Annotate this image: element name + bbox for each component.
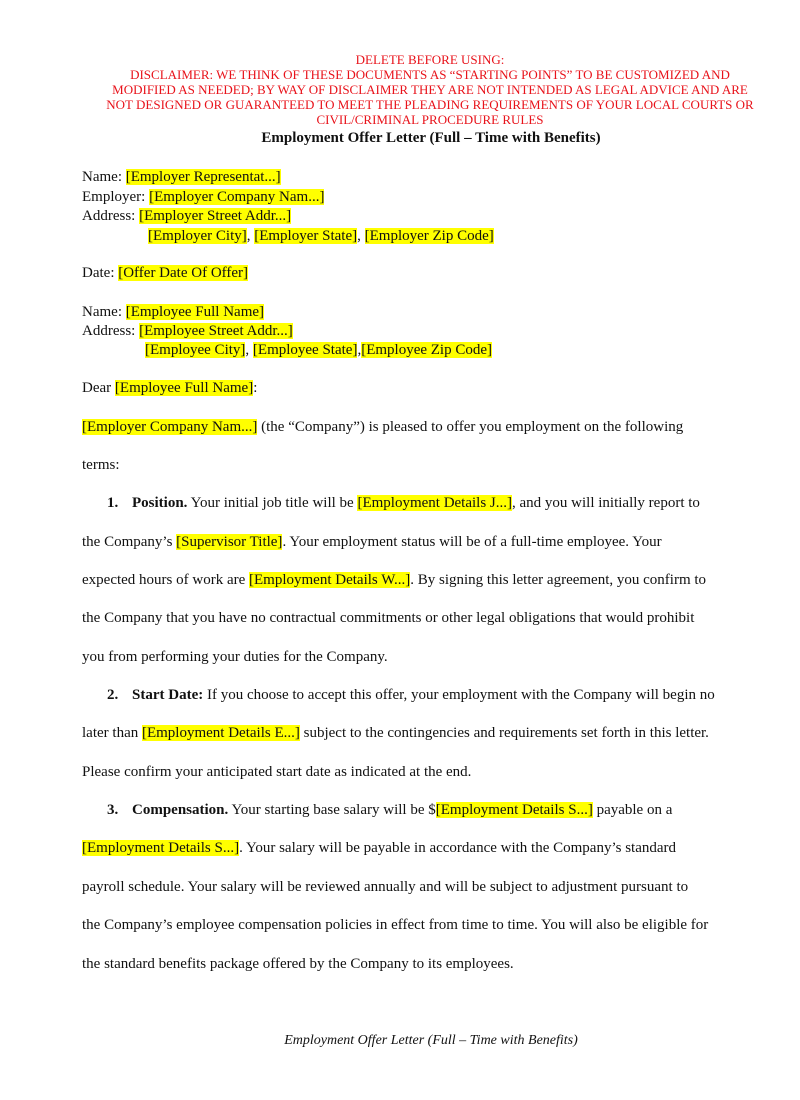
disclaimer-line: CIVIL/CRIMINAL PROCEDURE RULES: [316, 112, 544, 127]
work-hours-field[interactable]: [Employment Details W...]: [249, 572, 411, 588]
separator: ,: [246, 228, 255, 244]
body-text: . Your employment status will be of a full-time employee. Your: [282, 534, 662, 550]
body-text: . Your salary will be payable in accordance with the Company’s standard: [239, 840, 677, 856]
position-line: [107, 494, 700, 513]
disclaimer-block: [60, 52, 800, 127]
employer-zip-field[interactable]: [Employer Zip Code]: [364, 228, 494, 244]
start-date-line: [107, 686, 715, 705]
section-number: 3.: [107, 802, 119, 818]
body-text: payable on a: [592, 802, 673, 818]
intro-text: (the “Company”) is pleased to offer you employment on the following: [257, 419, 684, 435]
label: Name:: [82, 304, 126, 320]
compensation-line: the Company’s employee compensation policies in effect from time to time. You will also be eligible for: [82, 917, 709, 933]
label: Employer:: [82, 189, 150, 205]
body-text: , and you will initially report to: [512, 495, 700, 511]
employee-city-line: [145, 341, 492, 360]
intro-line: [82, 418, 683, 437]
compensation-line: [82, 839, 676, 858]
label: Date:: [82, 265, 119, 281]
label: Name:: [82, 169, 126, 185]
offer-date-field[interactable]: [Offer Date Of Offer]: [118, 265, 249, 281]
compensation-line: payroll schedule. Your salary will be reviewed annually and will be subject to adjustment pursuant to: [82, 879, 689, 895]
employer-state-field[interactable]: [Employer State]: [254, 228, 358, 244]
body-text: If you choose to accept this offer, your employment with the Company will begin no: [203, 687, 715, 703]
employee-city-field[interactable]: [Employee City]: [145, 342, 246, 358]
employee-state-field[interactable]: [Employee State]: [252, 342, 358, 358]
employee-name-field[interactable]: [Employee Full Name]: [125, 304, 265, 320]
body-text: expected hours of work are: [82, 572, 250, 588]
employer-address-line: [82, 207, 291, 226]
employer-name-line: [82, 168, 281, 187]
employer-company-line: [82, 188, 324, 207]
separator: ,: [357, 228, 365, 244]
label: Address:: [82, 208, 140, 224]
disclaimer-line: NOT DESIGNED OR GUARANTEED TO MEET THE PLEADING REQUIREMENTS OF YOUR LOCAL COURTS OR: [106, 97, 754, 112]
intro-line: terms:: [82, 457, 120, 473]
compensation-line: [107, 801, 672, 820]
employer-city-line: [148, 227, 494, 246]
salary-field[interactable]: [Employment Details S...]: [435, 802, 593, 818]
start-date-field[interactable]: [Employment Details E...]: [141, 725, 300, 741]
position-line: the Company that you have no contractual commitments or other legal obligations that would prohibit: [82, 610, 695, 626]
disclaimer-line: DELETE BEFORE USING:: [355, 52, 505, 67]
salutation-line: [82, 379, 257, 398]
page-footer: Employment Offer Letter (Full – Time with Benefits): [284, 1033, 578, 1048]
disclaimer-line: DISCLAIMER: WE THINK OF THESE DOCUMENTS AS “STARTING POINTS” TO BE CUSTOMIZED AND: [130, 67, 730, 82]
salutation-suffix: :: [253, 380, 258, 396]
section-number: 1.: [107, 495, 119, 511]
section-heading: Compensation.: [132, 802, 229, 818]
disclaimer-line: MODIFIED AS NEEDED; BY WAY OF DISCLAIMER THEY ARE NOT INTENDED AS LEGAL ADVICE AND ARE: [112, 82, 748, 97]
section-heading: Start Date:: [132, 687, 204, 703]
supervisor-title-field[interactable]: [Supervisor Title]: [176, 534, 283, 550]
label: Address:: [82, 323, 140, 339]
salutation-prefix: Dear: [82, 380, 115, 396]
body-text: later than: [82, 725, 142, 741]
date-line: [82, 264, 248, 283]
employer-city-field[interactable]: [Employer City]: [148, 228, 247, 244]
intro-company-field[interactable]: [Employer Company Nam...]: [82, 419, 258, 435]
employee-address-line: [82, 322, 293, 341]
start-date-line: [82, 724, 709, 743]
body-text: subject to the contingencies and requirements set forth in this letter.: [299, 725, 709, 741]
employee-street-field[interactable]: [Employee Street Addr...]: [139, 323, 293, 339]
pay-frequency-field[interactable]: [Employment Details S...]: [82, 840, 240, 856]
body-text: Your initial job title will be: [187, 495, 358, 511]
section-heading: Position.: [132, 495, 188, 511]
body-text: Your starting base salary will be $: [228, 802, 436, 818]
employer-company-field[interactable]: [Employer Company Nam...]: [149, 189, 325, 205]
salutation-name-field[interactable]: [Employee Full Name]: [114, 380, 254, 396]
compensation-line: the standard benefits package offered by the Company to its employees.: [82, 956, 514, 972]
employee-name-line: [82, 303, 264, 322]
employer-name-field[interactable]: [Employer Representat...]: [125, 169, 281, 185]
separator: ,: [245, 342, 253, 358]
position-line: [82, 571, 706, 590]
position-line: [82, 533, 662, 552]
job-title-field[interactable]: [Employment Details J...]: [357, 495, 513, 511]
employer-street-field[interactable]: [Employer Street Addr...]: [139, 208, 292, 224]
body-text: the Company’s: [82, 534, 177, 550]
start-date-line: Please confirm your anticipated start date as indicated at the end.: [82, 764, 472, 780]
section-number: 2.: [107, 687, 119, 703]
position-line: you from performing your duties for the Company.: [82, 649, 388, 665]
separator: ,: [357, 342, 362, 358]
document-title: Employment Offer Letter (Full – Time with Benefits): [261, 130, 601, 146]
employee-zip-field[interactable]: [Employee Zip Code]: [361, 342, 492, 358]
body-text: . By signing this letter agreement, you confirm to: [410, 572, 707, 588]
